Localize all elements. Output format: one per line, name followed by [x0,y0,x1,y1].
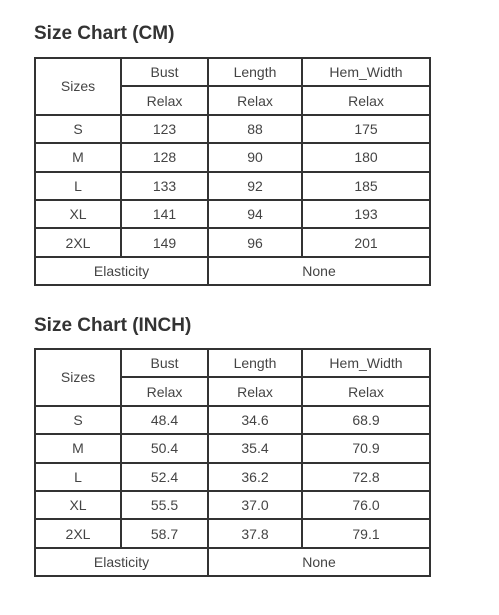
bust-header: Bust [121,58,208,86]
bust-cell: 149 [121,228,208,256]
hem-width-cell: 193 [302,200,430,228]
size-chart-cm-title: Size Chart (CM) [34,23,175,44]
hem-width-cell: 76.0 [302,491,430,519]
size-cell: S [35,115,121,143]
size-cell: L [35,172,121,200]
elasticity-label: Elasticity [35,257,208,285]
hem-width-cell: 175 [302,115,430,143]
table-row [35,463,430,491]
bust-cell: 52.4 [121,463,208,491]
size-chart-inch-title: Size Chart (INCH) [34,315,192,336]
length-header: Length [208,349,302,377]
length-cell: 90 [208,143,302,171]
sizes-header: Sizes [35,349,121,406]
bust-cell: 48.4 [121,406,208,434]
elasticity-row [35,257,430,285]
sizes-header: Sizes [35,58,121,115]
length-cell: 94 [208,200,302,228]
table-row [35,491,430,519]
hem-width-cell: 180 [302,143,430,171]
bust-cell: 123 [121,115,208,143]
length-cell: 36.2 [208,463,302,491]
size-cell: 2XL [35,519,121,547]
hem-width-cell: 72.8 [302,463,430,491]
elasticity-label: Elasticity [35,548,208,576]
hem-width-cell: 79.1 [302,519,430,547]
length-cell: 37.0 [208,491,302,519]
hem-width-header: Hem_Width [302,349,430,377]
table-row [35,200,430,228]
hem-width-header: Hem_Width [302,58,430,86]
size-cell: XL [35,491,121,519]
length-cell: 88 [208,115,302,143]
bust-cell: 133 [121,172,208,200]
bust-cell: 128 [121,143,208,171]
table-row [35,519,430,547]
table-row [35,228,430,256]
size-cell: S [35,406,121,434]
bust-header: Bust [121,349,208,377]
bust-fit: Relax [121,86,208,114]
size-cell: M [35,143,121,171]
hem-width-fit: Relax [302,86,430,114]
header-row [35,349,430,377]
length-cell: 37.8 [208,519,302,547]
bust-cell: 58.7 [121,519,208,547]
length-cell: 96 [208,228,302,256]
hem-width-cell: 201 [302,228,430,256]
table-row [35,143,430,171]
table-row [35,434,430,462]
bust-cell: 50.4 [121,434,208,462]
elasticity-value: None [208,548,430,576]
size-cell: L [35,463,121,491]
bust-cell: 55.5 [121,491,208,519]
hem-width-fit: Relax [302,377,430,405]
hem-width-cell: 70.9 [302,434,430,462]
size-chart-inch-table [34,348,431,577]
bust-fit: Relax [121,377,208,405]
elasticity-row [35,548,430,576]
length-fit: Relax [208,86,302,114]
bust-cell: 141 [121,200,208,228]
elasticity-value: None [208,257,430,285]
table-row [35,172,430,200]
length-fit: Relax [208,377,302,405]
length-header: Length [208,58,302,86]
hem-width-cell: 68.9 [302,406,430,434]
size-chart-cm-table [34,57,431,286]
hem-width-cell: 185 [302,172,430,200]
size-cell: XL [35,200,121,228]
size-cell: 2XL [35,228,121,256]
length-cell: 34.6 [208,406,302,434]
header-row [35,58,430,86]
size-cell: M [35,434,121,462]
length-cell: 35.4 [208,434,302,462]
length-cell: 92 [208,172,302,200]
table-row [35,115,430,143]
table-row [35,406,430,434]
